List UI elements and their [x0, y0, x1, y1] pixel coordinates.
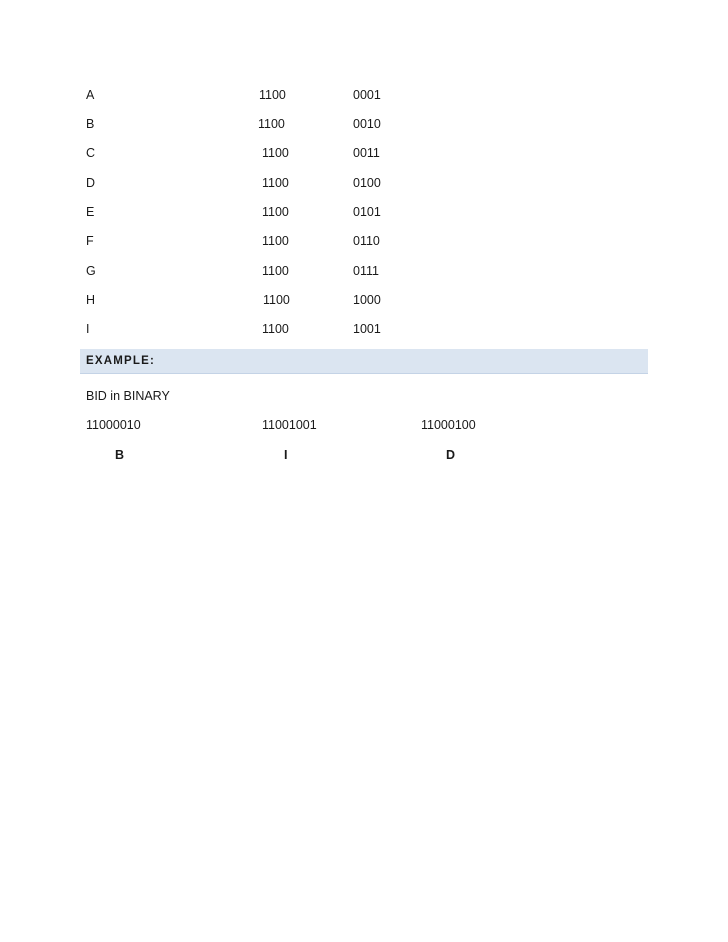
code-digit: 1000: [353, 293, 381, 307]
code-digit: 0111: [353, 264, 379, 278]
code-zone: 1100: [262, 205, 289, 219]
example-caption: BID in BINARY: [86, 389, 170, 403]
example-binary-d: 11000100: [421, 418, 476, 432]
code-row-c: [86, 144, 646, 162]
code-zone: 1100: [258, 117, 285, 131]
example-letter-i: I: [284, 448, 288, 462]
code-row-d: [86, 174, 646, 192]
code-digit: 0110: [353, 234, 380, 248]
code-zone: 1100: [263, 293, 290, 307]
code-digit: 0010: [353, 117, 381, 131]
code-row-a: [86, 86, 646, 104]
code-letter: E: [86, 205, 95, 219]
code-zone: 1100: [262, 176, 289, 190]
code-row-b: [86, 115, 646, 133]
code-letter: B: [86, 117, 95, 131]
code-zone: 1100: [262, 146, 289, 160]
example-letter-b: B: [115, 448, 125, 462]
code-letter: D: [86, 176, 96, 190]
code-zone: 1100: [259, 88, 286, 102]
code-letter: C: [86, 146, 96, 160]
example-heading-band: [80, 349, 648, 374]
code-row-i: [86, 320, 646, 338]
code-letter: G: [86, 264, 96, 278]
code-zone: 1100: [262, 234, 289, 248]
code-letter: F: [86, 234, 94, 248]
code-digit: 0100: [353, 176, 381, 190]
code-letter: I: [86, 322, 90, 336]
example-heading: EXAMPLE:: [86, 355, 156, 367]
code-row-g: [86, 262, 646, 280]
code-row-e: [86, 203, 646, 221]
code-zone: 1100: [262, 264, 289, 278]
code-digit: 0011: [353, 146, 380, 160]
example-binary-b: 11000010: [86, 418, 141, 432]
code-digit: 0001: [353, 88, 381, 102]
code-letter: A: [86, 88, 95, 102]
example-binary-i: 11001001: [262, 418, 317, 432]
code-digit: 0101: [353, 205, 381, 219]
code-digit: 1001: [353, 322, 381, 336]
code-row-f: [86, 232, 646, 250]
code-row-h: [86, 291, 646, 309]
example-letter-d: D: [446, 448, 456, 462]
code-letter: H: [86, 293, 96, 307]
code-zone: 1100: [262, 322, 289, 336]
